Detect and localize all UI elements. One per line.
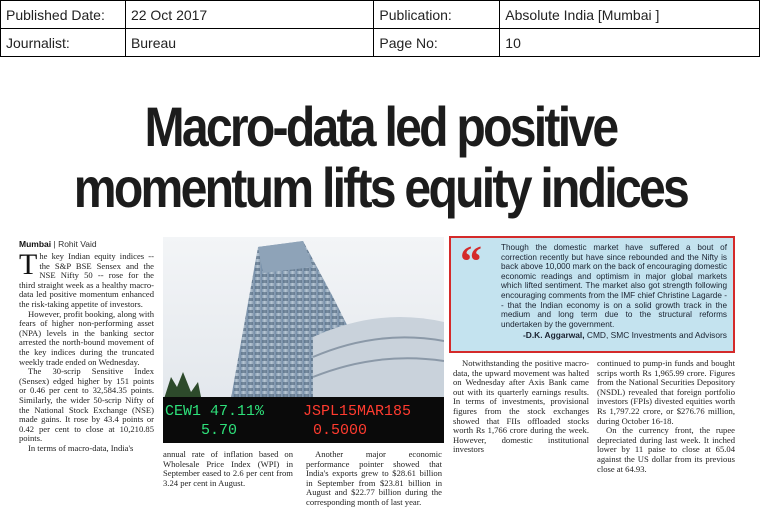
publication-label: Publication:	[374, 1, 500, 29]
paragraph: On the currency front, the rupee depreciated during last week. It inched lower by 11 paise to close at 65.04 against the US dollar from its previous close at 64.93.	[597, 425, 735, 474]
paragraph: Notwithstanding the positive macro-data, the upward movement was halted on Wednesday after Axis Bank came out with its quarterly earnings results. In terms of investments, provisional figures from the stock exchanges showed that FIIs offloaded stocks worth Rs 1,766 crore during the week. However, domestic institutional investors	[453, 359, 589, 455]
journalist-value: Bureau	[125, 29, 373, 57]
byline: Mumbai | Rohit Vaid	[19, 239, 97, 249]
quote-mark-icon: “	[460, 237, 482, 286]
journalist-label: Journalist:	[1, 29, 126, 57]
paragraph: However, profit booking, along with fears of higher non-performing asset (NPA) levels in the banking sector arrested the north-bound movement of the key indices during the truncated weekly trade ended on Wednesday.	[19, 308, 154, 367]
ticker-text: JSPL15MAR185	[303, 403, 412, 420]
page-no-value: 10	[500, 29, 760, 57]
ticker-text: 5.70	[201, 422, 238, 439]
page-no-label: Page No:	[374, 29, 500, 57]
article-column-3-cont	[453, 359, 589, 499]
article-column-1	[19, 248, 154, 453]
ticker-text: CEW1 47.11%	[165, 403, 265, 420]
paragraph: Another major economic performance pointer showed that India's exports grew to $28.61 billion in September from $23.81 billion in August and $22.77 billion during the corresponding month of last year.	[306, 449, 442, 507]
pull-quote-text: Though the domestic market have suffered a bout of correction recently but have since rebounded and the Nifty is back above 10,000 mark on the back of encouraging domestic economic readings and optimism in major global markets which lifted sentiment. The market also got strength following encouraging comments from the IMF chief Christine Lagarde -- that the Indian economy is on a solid growth track in the medium and long term due to the structural reforms undertaken by the government.	[501, 243, 727, 329]
paragraph: The 30-scrip Sensitive Index (Sensex) edged higher by 151 points or 0.46 per cent to 32,584.35 points. Similarly, the wider 50-scrip Nifty of the National Stock Exchange (NSE) made gains. It rose by 43.4 points or 0.42 per cent to close at 10,210.85 points.	[19, 366, 154, 444]
byline-author: Rohit Vaid	[58, 239, 97, 249]
pull-quote-box	[449, 236, 735, 353]
paragraph: The key Indian equity indices -- the S&P BSE Sensex and the NSE Nifty 50 -- rose for the third straight week as a healthy macro-data led positive momentum enhanced the risk-taking appetite of investors.	[19, 248, 154, 309]
paragraph: continued to pump-in funds and bought scrips worth Rs 1,965.99 crore. Figures from the National Securities Depository (NSDL) revealed that foreign portfolio investors (FPIs) divested equities worth Rs 1,797.22 crore, or $276.76 million, during October 16-18.	[597, 359, 735, 426]
ticker-text: 0.5000	[313, 422, 368, 439]
clipping-metadata-table	[0, 0, 760, 57]
paragraph: In terms of macro-data, India's	[28, 442, 134, 453]
pull-quote-attribution	[457, 331, 727, 341]
published-date-value: 22 Oct 2017	[125, 1, 373, 29]
article-column-2	[163, 450, 293, 488]
article-headline	[53, 96, 707, 218]
bse-building-illustration	[163, 237, 444, 443]
paragraph: annual rate of inflation based on Wholesale Price Index (WPI) in September eased to 2.6 per cent from 3.24 per cent in August.	[163, 449, 293, 488]
drop-cap: T	[19, 248, 38, 281]
quote-author: -D.K. Aggarwal,	[523, 330, 585, 341]
stock-exchange-photo	[163, 237, 444, 443]
byline-city: Mumbai	[19, 239, 52, 249]
publication-value: Absolute India [Mumbai ]	[500, 1, 760, 29]
published-date-label: Published Date:	[1, 1, 126, 29]
article-column-3-start	[306, 450, 442, 508]
headline-line-2: momentum lifts equity indices	[73, 156, 688, 219]
headline-line-1: Macro-data led positive	[144, 95, 617, 158]
quote-author-title: CMD, SMC Investments and Advisors	[586, 330, 727, 341]
article-column-4	[597, 359, 735, 499]
